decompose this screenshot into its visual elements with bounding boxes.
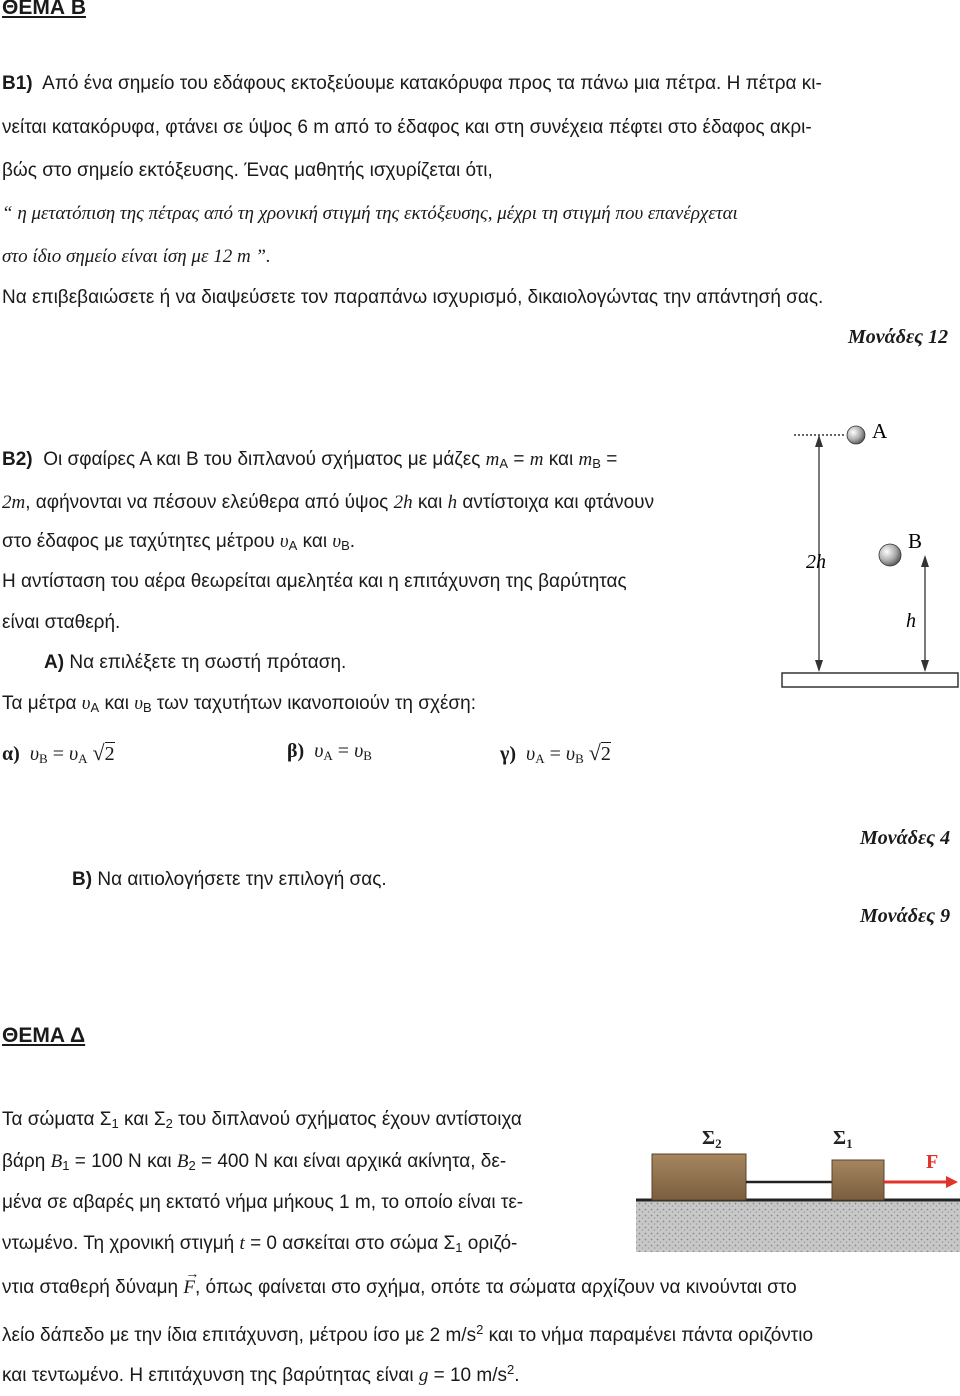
b2-line-2: 2m, αφήνονται να πέσουν ελεύθερα από ύψος 2h και h αντίστοιχα και φτάνουν <box>2 492 655 513</box>
d-line-3: μένα σε αβαρές μη εκτατό νήμα μήκους 1 m, το οποίο είναι τε- <box>2 1192 524 1213</box>
option-a: α) $\upsilon_B = \upsilon_A$ √2 <box>2 740 115 766</box>
option-b: β) $\upsilon_A = \upsilon_B$ <box>287 740 372 763</box>
d-line-6: λείο δάπεδο με την ίδια επιτάχυνση, μέτρου ίσο με 2 $m/s^2$ και το νήμα παραμένει πάντα οριζόντιο <box>2 1322 814 1346</box>
force-label: F <box>926 1151 939 1173</box>
b2-line-5: είναι σταθερή. <box>2 612 121 633</box>
d-line-4: ντωμένο. Τη χρονική στιγμή t = 0 ασκείται στο σώμα $\Sigma_1$ οριζό- <box>2 1233 518 1255</box>
theme-d-heading: ΘΕΜΑ Δ <box>2 1024 86 1047</box>
d-line-5: ντια σταθερή δύναμη → F, όπως φαίνεται στο σχήμα, οπότε τα σώματα αρχίζουν να κινούνται στο <box>2 1265 797 1298</box>
floor-gravel <box>636 1200 960 1252</box>
ground <box>782 673 958 687</box>
sphere-a-label: Α <box>872 419 888 443</box>
b2-line-1: Β2) Οι σφαίρες Α και Β του διπλανού σχήματος με μάζες $m_A = m$ και $m_B$ = <box>2 449 618 471</box>
height-2h-arrow-bottom <box>815 660 823 672</box>
d-line-2: βάρη $B_1 = 100$ N και $B_2 = 400$ N και είναι αρχικά ακίνητα, δε- <box>2 1151 507 1173</box>
b1-line-1: Β1) Από ένα σημείο του εδάφους εκτοξεύουμε κατακόρυφα προς τα πάνω μια πέτρα. Η πέτρα κι- <box>2 73 822 94</box>
sphere-b-label: Β <box>908 529 923 553</box>
height-h-arrow-bottom <box>921 660 929 672</box>
spheres-figure <box>780 405 960 695</box>
b1-marks: Μονάδες 12 <box>848 326 949 348</box>
label-2h: 2h <box>806 551 826 573</box>
label-sigma2: $\Sigma_2$ <box>702 1127 722 1151</box>
b2-relation: Τα μέτρα $\upsilon_A$ και $\upsilon_B$ των ταχυτήτων ικανοποιούν τη σχέση: <box>2 693 477 715</box>
b2-marks-a: Μονάδες 4 <box>860 827 951 849</box>
theme-b-heading: ΘΕΜΑ Β <box>2 0 86 19</box>
sphere-a <box>847 426 865 444</box>
d-line-7: και τεντωμένο. Η επιτάχυνση της βαρύτητας είναι g = 10 $m/s^2$. <box>2 1362 520 1386</box>
b1-line-4: Να επιβεβαιώσετε ή να διαψεύσετε τον παραπάνω ισχυρισμό, δικαιολογώντας την απάντησή σας. <box>2 287 824 308</box>
height-2h-arrow-top <box>815 435 823 447</box>
b1-line-2: νείται κατακόρυφα, φτάνει σε ύψος 6 m από το έδαφος και στη συνέχεια πέφτει στο έδαφος ακρι- <box>2 117 812 138</box>
label-sigma1: $\Sigma_1$ <box>833 1127 853 1151</box>
body-sigma2 <box>652 1154 746 1200</box>
height-h-arrow-top <box>921 555 929 567</box>
b2-part-a: Α) Να επιλέξετε τη σωστή πρόταση. <box>44 652 347 673</box>
b1-quote-2: στο ίδιο σημείο είναι ίση με 12 m ”. <box>2 246 271 267</box>
blocks-figure <box>632 1118 960 1256</box>
d-line-1: Τα σώματα $\Sigma_1$ και $\Sigma_2$ του διπλανού σχήματος έχουν αντίστοιχα <box>2 1109 522 1131</box>
body-sigma1 <box>832 1160 884 1200</box>
b2-part-b: Β) Να αιτιολογήσετε την επιλογή σας. <box>72 869 387 890</box>
label-h: h <box>906 610 916 632</box>
b2-marks-b: Μονάδες 9 <box>860 905 951 927</box>
force-arrowhead <box>946 1176 958 1188</box>
sphere-b <box>879 544 901 566</box>
b1-line-3: βώς στο σημείο εκτόξευσης. Ένας μαθητής ισχυρίζεται ότι, <box>2 160 493 181</box>
b2-line-4: Η αντίσταση του αέρα θεωρείται αμελητέα και η επιτάχυνση της βαρύτητας <box>2 571 627 592</box>
b2-line-3: στο έδαφος με ταχύτητες μέτρου $\upsilon_A$ και $\upsilon_B$. <box>2 531 356 553</box>
b1-quote-1: “ η μετατόπιση της πέτρας από τη χρονική στιγμή της εκτόξευσης, μέχρι τη στιγμή που επανέρχεται <box>2 203 738 224</box>
option-c: γ) $\upsilon_A = \upsilon_B$ √2 <box>500 740 611 766</box>
